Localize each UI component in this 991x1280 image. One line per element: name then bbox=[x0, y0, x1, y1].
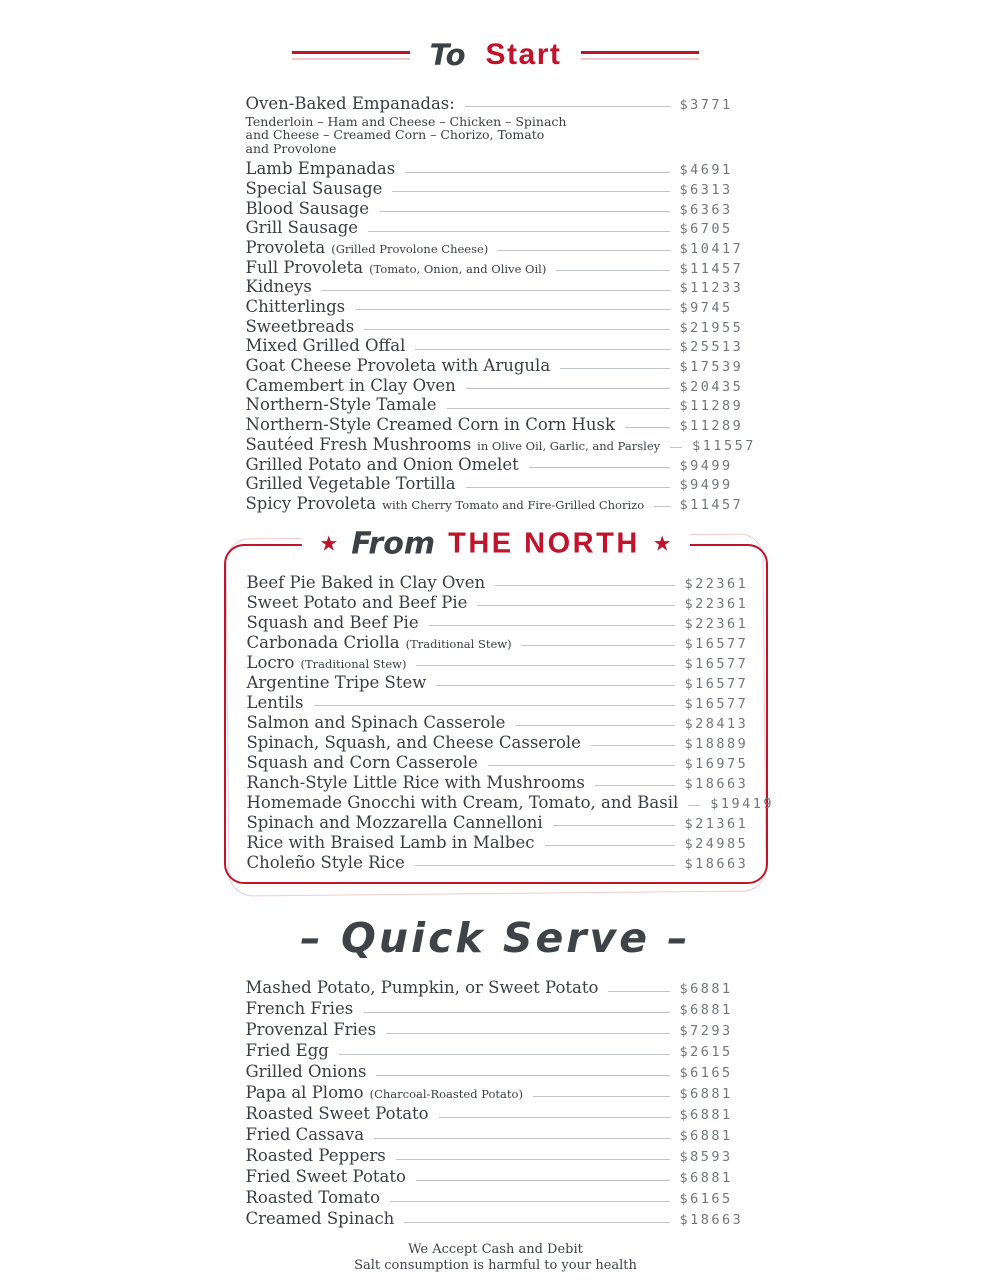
menu-item bbox=[246, 792, 775, 813]
leader-line bbox=[386, 1033, 669, 1034]
menu-item bbox=[246, 455, 746, 475]
item-name: Ranch-Style Little Rice with Mushrooms bbox=[246, 772, 585, 792]
menu-item bbox=[246, 94, 746, 114]
item-name: Squash and Beef Pie bbox=[246, 612, 419, 632]
menu-item bbox=[246, 1062, 746, 1083]
menu-item bbox=[246, 1041, 746, 1062]
item-name: Full Provoleta bbox=[245, 257, 364, 277]
item-detail: (Traditional Stew) bbox=[300, 656, 407, 671]
menu-item bbox=[247, 753, 751, 773]
item-name: Rice with Braised Lamb in Malbec bbox=[246, 832, 535, 852]
item-name: Locro bbox=[246, 652, 295, 672]
menu-item bbox=[246, 258, 746, 278]
section-title-script: From bbox=[351, 526, 436, 562]
item-name: Northern-Style Tamale bbox=[245, 395, 437, 415]
leader-line bbox=[688, 805, 700, 806]
leader-line bbox=[415, 865, 675, 866]
item-name: Mixed Grilled Offal bbox=[245, 336, 406, 356]
item-price: $16975 bbox=[684, 755, 749, 772]
section-header-from-the-north bbox=[301, 526, 689, 561]
item-price: $11457 bbox=[679, 260, 744, 277]
item-price: $21955 bbox=[679, 319, 744, 336]
menu-item bbox=[246, 356, 746, 376]
leader-line bbox=[591, 745, 675, 746]
item-description: Tenderloin – Ham and Cheese – Chicken – Spinach and Cheese – Creamed Corn – Chorizo, Tomato and Provolone bbox=[245, 113, 567, 156]
menu-item bbox=[247, 833, 751, 853]
menu-item bbox=[246, 1104, 746, 1125]
leader-line bbox=[368, 231, 669, 232]
leader-line bbox=[364, 329, 669, 330]
menu-item bbox=[247, 773, 751, 793]
menu-item bbox=[247, 653, 751, 673]
menu-item bbox=[246, 1188, 746, 1209]
item-price: $2615 bbox=[679, 1043, 733, 1060]
item-price: $9499 bbox=[679, 477, 733, 494]
leader-line bbox=[339, 1054, 670, 1055]
leader-line bbox=[488, 765, 675, 766]
item-name: Camembert in Clay Oven bbox=[245, 375, 456, 395]
leader-line bbox=[466, 388, 670, 389]
item-name: Provoleta bbox=[245, 237, 326, 257]
item-name: Fried Sweet Potato bbox=[245, 1166, 406, 1186]
menu-item bbox=[245, 434, 756, 455]
item-price: $18663 bbox=[679, 1211, 744, 1228]
leader-line bbox=[595, 785, 675, 786]
item-price: $7293 bbox=[679, 1022, 733, 1039]
divider-double-line-right bbox=[581, 51, 699, 60]
item-price: $6165 bbox=[679, 1064, 733, 1081]
item-price: $22361 bbox=[684, 595, 749, 612]
menu-item bbox=[247, 673, 751, 693]
section-header-to-start bbox=[246, 38, 746, 72]
section-title-accent: THE NORTH bbox=[448, 527, 640, 560]
menu-item bbox=[247, 613, 751, 633]
leader-line bbox=[379, 211, 670, 212]
item-price: $8593 bbox=[679, 1148, 733, 1165]
item-name: Oven-Baked Empanadas: bbox=[245, 94, 455, 113]
leader-line bbox=[545, 845, 675, 846]
leader-line bbox=[404, 1222, 669, 1223]
item-price: $19419 bbox=[710, 795, 775, 812]
footer-payment-note: We Accept Cash and Debit bbox=[408, 1241, 583, 1257]
item-price: $6363 bbox=[679, 201, 733, 218]
item-price: $6881 bbox=[679, 1001, 733, 1018]
leader-line bbox=[560, 368, 669, 369]
item-price: $6881 bbox=[679, 1127, 733, 1144]
leader-line bbox=[498, 250, 669, 251]
item-name: Mashed Potato, Pumpkin, or Sweet Potato bbox=[245, 977, 599, 997]
item-name: French Fries bbox=[245, 998, 354, 1018]
footer-health-warning: Salt consumption is harmful to your health bbox=[354, 1258, 637, 1274]
leader-line bbox=[495, 585, 674, 586]
item-price: $22361 bbox=[684, 575, 749, 592]
leader-line bbox=[436, 685, 674, 686]
menu-item bbox=[246, 1083, 746, 1104]
menu-item bbox=[246, 218, 746, 238]
menu-item bbox=[246, 494, 746, 514]
menu-item bbox=[246, 474, 746, 494]
item-name: Choleño Style Rice bbox=[246, 852, 405, 872]
leader-line bbox=[429, 625, 675, 626]
leader-line bbox=[556, 270, 669, 271]
leader-line bbox=[466, 487, 670, 488]
item-price: $9745 bbox=[679, 300, 733, 316]
leader-line bbox=[670, 447, 682, 448]
item-detail: in Olive Oil, Garlic, and Parsley bbox=[477, 438, 661, 453]
item-name: Salmon and Spinach Casserole bbox=[246, 712, 506, 732]
item-price: $16577 bbox=[684, 655, 749, 672]
item-price: $22361 bbox=[684, 615, 749, 632]
item-name: Spinach and Mozzarella Cannelloni bbox=[246, 812, 543, 832]
menu-item bbox=[246, 336, 746, 356]
menu-item bbox=[246, 317, 746, 337]
menu-item bbox=[247, 633, 751, 653]
item-name: Grilled Onions bbox=[245, 1061, 367, 1081]
leader-line bbox=[392, 191, 669, 192]
leader-line bbox=[533, 1096, 670, 1097]
item-price: $11457 bbox=[679, 496, 744, 513]
section-to-start-items bbox=[245, 94, 756, 514]
leader-line bbox=[416, 665, 674, 666]
item-price: $16577 bbox=[684, 675, 749, 692]
menu-item bbox=[246, 1209, 746, 1230]
item-price: $17539 bbox=[679, 359, 744, 376]
leader-line bbox=[439, 1117, 670, 1118]
leader-line bbox=[355, 309, 669, 310]
menu-item bbox=[247, 693, 751, 713]
leader-line bbox=[416, 1180, 670, 1181]
menu-item bbox=[247, 713, 751, 733]
leader-line bbox=[553, 825, 675, 826]
item-name: Grilled Vegetable Tortilla bbox=[245, 474, 456, 494]
item-price: $4691 bbox=[679, 162, 733, 179]
leader-line bbox=[415, 349, 669, 350]
leader-line bbox=[390, 1201, 669, 1202]
item-price: $18663 bbox=[684, 855, 749, 872]
menu-item bbox=[246, 395, 746, 415]
item-name: Grilled Potato and Onion Omelet bbox=[245, 454, 519, 474]
item-name: Grill Sausage bbox=[245, 218, 359, 238]
item-name: Papa al Plomo bbox=[245, 1082, 364, 1102]
item-price: $10417 bbox=[679, 240, 744, 257]
item-name: Provenzal Fries bbox=[245, 1019, 377, 1039]
section-title-script: To bbox=[429, 38, 466, 72]
item-price: $16577 bbox=[684, 635, 749, 652]
leader-line bbox=[477, 605, 674, 606]
item-name: Fried Egg bbox=[245, 1040, 329, 1060]
menu-item bbox=[247, 593, 751, 613]
leader-line bbox=[396, 1159, 670, 1160]
menu-item bbox=[247, 813, 751, 833]
item-detail: (Grilled Provolone Cheese) bbox=[331, 241, 489, 256]
leader-line bbox=[625, 427, 669, 428]
section-header-quick-serve: – Quick Serve – bbox=[300, 913, 691, 962]
menu-item bbox=[246, 978, 746, 999]
leader-line bbox=[654, 506, 669, 507]
item-name: Sweet Potato and Beef Pie bbox=[246, 592, 468, 612]
item-name: Special Sausage bbox=[245, 178, 383, 198]
item-name: Argentine Tripe Stew bbox=[246, 672, 427, 692]
item-price: $6881 bbox=[679, 1169, 733, 1186]
menu-item bbox=[247, 853, 751, 873]
item-price: $6881 bbox=[679, 980, 733, 997]
divider-double-line-left bbox=[292, 51, 410, 60]
item-name: Roasted Sweet Potato bbox=[245, 1103, 429, 1123]
leader-line bbox=[608, 991, 669, 992]
menu-item bbox=[246, 1167, 746, 1188]
item-detail: (Tomato, Onion, and Olive Oil) bbox=[369, 261, 547, 276]
menu-item bbox=[246, 159, 746, 179]
item-detail: (Traditional Stew) bbox=[405, 636, 512, 651]
menu-item bbox=[246, 179, 746, 199]
item-price: $9499 bbox=[679, 457, 733, 474]
menu-item bbox=[246, 277, 746, 297]
menu-item bbox=[246, 999, 746, 1020]
item-price: $18663 bbox=[684, 775, 749, 792]
item-name: Roasted Peppers bbox=[245, 1145, 386, 1165]
item-name: Spinach, Squash, and Cheese Casserole bbox=[246, 732, 581, 752]
item-price: $11289 bbox=[679, 398, 744, 415]
north-box bbox=[224, 544, 775, 884]
item-name: Carbonada Criolla bbox=[246, 632, 400, 652]
menu-item bbox=[247, 573, 751, 593]
item-price: $11289 bbox=[679, 418, 744, 435]
menu-item bbox=[246, 297, 746, 317]
leader-line bbox=[405, 172, 669, 173]
item-name: Sweetbreads bbox=[245, 316, 355, 336]
item-price: $6165 bbox=[679, 1190, 733, 1207]
item-name: Creamed Spinach bbox=[245, 1208, 395, 1228]
item-name: Northern-Style Creamed Corn in Corn Husk bbox=[245, 415, 616, 435]
item-name: Squash and Corn Casserole bbox=[246, 752, 478, 772]
menu-item bbox=[246, 415, 746, 435]
item-name: Roasted Tomato bbox=[245, 1187, 381, 1207]
item-name: Blood Sausage bbox=[245, 198, 369, 218]
menu-item bbox=[247, 733, 751, 753]
menu-item bbox=[246, 1146, 746, 1167]
item-price: $6881 bbox=[679, 1085, 733, 1102]
menu-item bbox=[246, 238, 746, 258]
item-price: $6313 bbox=[679, 181, 733, 198]
menu-page bbox=[245, 0, 775, 1275]
leader-line bbox=[374, 1138, 669, 1139]
leader-line bbox=[363, 1012, 669, 1013]
menu-item bbox=[246, 376, 746, 396]
item-detail: (Charcoal-Roasted Potato) bbox=[369, 1086, 523, 1101]
item-price: $20435 bbox=[679, 378, 744, 395]
item-name: Sautéed Fresh Mushrooms bbox=[245, 434, 472, 454]
item-price: $6881 bbox=[679, 1106, 733, 1123]
item-name: Lentils bbox=[246, 692, 304, 712]
menu-footer bbox=[246, 1242, 746, 1275]
item-price: $25513 bbox=[679, 339, 744, 356]
menu-item bbox=[246, 199, 746, 219]
section-title-accent: Start bbox=[485, 38, 562, 71]
leader-line bbox=[376, 1075, 669, 1076]
menu-item bbox=[246, 1020, 746, 1041]
item-price: $21361 bbox=[684, 815, 749, 832]
leader-line bbox=[465, 106, 670, 107]
section-quick-serve-items bbox=[246, 978, 746, 1230]
leader-line bbox=[515, 725, 674, 726]
item-price: $11557 bbox=[692, 437, 756, 454]
star-icon: ★ bbox=[652, 531, 672, 556]
leader-line bbox=[314, 705, 675, 706]
item-price: $28413 bbox=[684, 715, 749, 732]
item-price: $16577 bbox=[684, 695, 749, 712]
item-name: Kidneys bbox=[245, 277, 312, 297]
item-detail: with Cherry Tomato and Fire-Grilled Chorizo bbox=[382, 497, 645, 512]
leader-line bbox=[529, 467, 670, 468]
leader-line bbox=[447, 408, 670, 409]
item-price: $6705 bbox=[679, 221, 733, 238]
item-price: $3771 bbox=[679, 97, 733, 113]
item-price: $24985 bbox=[684, 835, 749, 852]
leader-line bbox=[322, 290, 670, 291]
item-name: Beef Pie Baked in Clay Oven bbox=[246, 572, 486, 592]
item-name: Homemade Gnocchi with Cream, Tomato, and Basil bbox=[246, 792, 679, 812]
item-name: Lamb Empanadas bbox=[245, 159, 396, 179]
menu-item bbox=[246, 1125, 746, 1146]
star-icon: ★ bbox=[319, 531, 339, 556]
leader-line bbox=[522, 645, 675, 646]
item-name: Spicy Provoleta bbox=[245, 493, 377, 513]
section-from-the-north bbox=[224, 526, 775, 884]
item-price: $18889 bbox=[684, 735, 749, 752]
item-price: $11233 bbox=[679, 280, 744, 297]
item-name: Goat Cheese Provoleta with Arugula bbox=[245, 356, 551, 376]
item-name: Chitterlings bbox=[245, 297, 346, 316]
item-name: Fried Cassava bbox=[245, 1124, 365, 1144]
